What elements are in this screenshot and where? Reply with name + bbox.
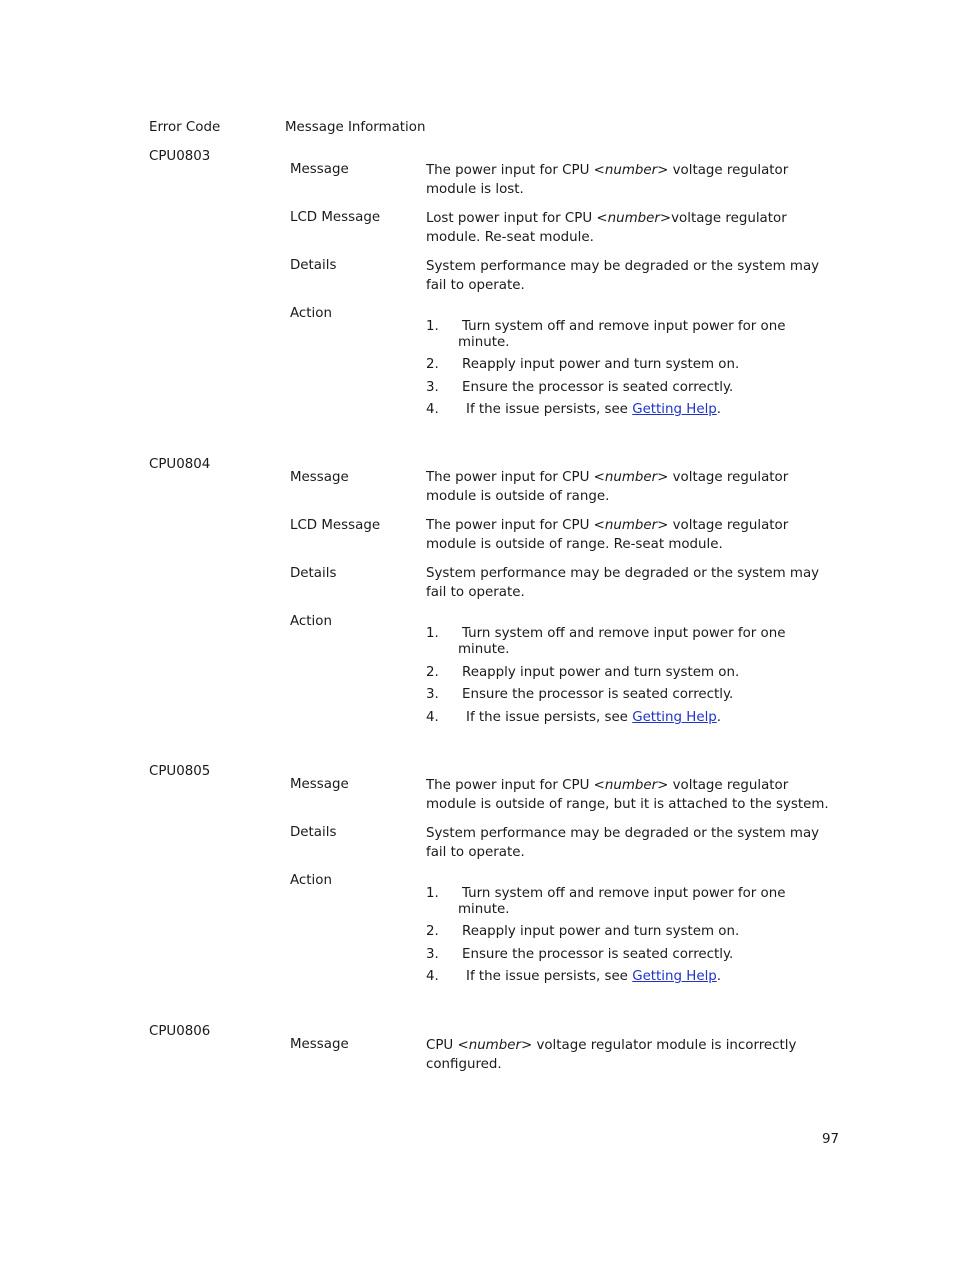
error-code: CPU0803 <box>149 149 211 164</box>
period: . <box>716 969 722 984</box>
lcd-text-pre: Lost power input for CPU < <box>426 211 608 226</box>
details-text <box>426 824 819 862</box>
message-variable: number <box>604 470 658 485</box>
step-text: Ensure the processor is seated correctly. <box>462 947 734 962</box>
step-text: Reapply input power and turn system on. <box>462 357 740 372</box>
message-text <box>426 468 788 506</box>
field-label-message: Message <box>290 162 349 177</box>
message-text-line2: module is outside of range. <box>426 489 610 504</box>
details-text <box>426 257 819 295</box>
field-label-lcd-message: LCD Message <box>290 210 381 225</box>
step-text-cont: minute. <box>458 642 510 657</box>
lcd-text-post: >voltage regulator <box>659 211 787 226</box>
field-label-message: Message <box>290 1037 349 1052</box>
details-line2: fail to operate. <box>426 585 525 600</box>
step-text: Reapply input power and turn system on. <box>462 924 740 939</box>
step-number: 4. <box>426 710 439 725</box>
message-text-pre: The power input for CPU < <box>426 470 605 485</box>
error-code: CPU0805 <box>149 764 211 779</box>
message-text-line2: configured. <box>426 1057 502 1072</box>
message-text-post: > voltage regulator <box>657 778 789 793</box>
step-text: Turn system off and remove input power for one <box>462 626 786 641</box>
message-variable: number <box>604 778 658 793</box>
step-number: 1. <box>426 319 439 334</box>
message-text-post: > voltage regulator <box>657 470 789 485</box>
field-label-message: Message <box>290 470 349 485</box>
period: . <box>716 710 722 725</box>
details-line2: fail to operate. <box>426 278 525 293</box>
step-text <box>466 402 721 418</box>
step-text: Ensure the processor is seated correctly. <box>462 687 734 702</box>
step-number: 2. <box>426 357 439 372</box>
message-text-line2: module is outside of range, but it is attached to the system. <box>426 797 829 812</box>
period: . <box>716 402 722 417</box>
lcd-text-post: > voltage regulator <box>657 518 789 533</box>
step-text: Ensure the processor is seated correctly. <box>462 380 734 395</box>
step-text: Reapply input power and turn system on. <box>462 665 740 680</box>
step-number: 3. <box>426 380 439 395</box>
error-code: CPU0806 <box>149 1024 211 1039</box>
step-number: 4. <box>426 969 439 984</box>
page-number: 97 <box>822 1132 840 1147</box>
lcd-variable: number <box>604 518 658 533</box>
message-text-pre: CPU < <box>426 1038 469 1053</box>
getting-help-link[interactable]: Getting Help <box>632 969 717 984</box>
message-variable: number <box>604 163 658 178</box>
field-label-message: Message <box>290 777 349 792</box>
step-text-cont: minute. <box>458 902 510 917</box>
details-text <box>426 564 819 602</box>
step-number: 3. <box>426 687 439 702</box>
message-text-pre: The power input for CPU < <box>426 163 605 178</box>
lcd-message-text <box>426 209 787 247</box>
details-line1: System performance may be degraded or the system may <box>426 826 820 841</box>
details-line2: fail to operate. <box>426 845 525 860</box>
message-variable: number <box>468 1038 521 1053</box>
step-text: Turn system off and remove input power for one <box>462 886 786 901</box>
message-text <box>426 776 829 814</box>
error-code: CPU0804 <box>149 457 211 472</box>
message-text-post: > voltage regulator module is incorrectly <box>520 1038 797 1053</box>
lcd-message-text <box>426 516 788 554</box>
details-line1: System performance may be degraded or the system may <box>426 259 820 274</box>
field-label-lcd-message: LCD Message <box>290 518 381 533</box>
getting-help-link[interactable]: Getting Help <box>632 710 717 725</box>
step-text <box>466 969 721 985</box>
field-label-details: Details <box>290 566 337 581</box>
lcd-text-line2: module. Re-seat module. <box>426 230 594 245</box>
field-label-details: Details <box>290 258 337 273</box>
step-text-lead: If the issue persists, see <box>466 969 633 984</box>
message-text-pre: The power input for CPU < <box>426 778 605 793</box>
step-number: 2. <box>426 665 439 680</box>
step-text <box>466 710 721 726</box>
step-text: Turn system off and remove input power for one <box>462 319 786 334</box>
step-number: 4. <box>426 402 439 417</box>
message-text <box>426 1036 796 1074</box>
step-number: 2. <box>426 924 439 939</box>
step-number: 1. <box>426 626 439 641</box>
details-line1: System performance may be degraded or the system may <box>426 566 820 581</box>
field-label-details: Details <box>290 825 337 840</box>
field-label-action: Action <box>290 873 332 888</box>
step-text-lead: If the issue persists, see <box>466 710 633 725</box>
getting-help-link[interactable]: Getting Help <box>632 402 717 417</box>
lcd-variable: number <box>607 211 660 226</box>
message-text <box>426 161 788 199</box>
column-header-error-code: Error Code <box>149 120 221 135</box>
message-text-line2: module is lost. <box>426 182 524 197</box>
step-number: 1. <box>426 886 439 901</box>
field-label-action: Action <box>290 614 332 629</box>
lcd-text-line2: module is outside of range. Re-seat module. <box>426 537 723 552</box>
step-text-lead: If the issue persists, see <box>466 402 633 417</box>
step-text-cont: minute. <box>458 335 510 350</box>
step-number: 3. <box>426 947 439 962</box>
message-text-post: > voltage regulator <box>657 163 789 178</box>
lcd-text-pre: The power input for CPU < <box>426 518 605 533</box>
column-header-message-information: Message Information <box>285 120 426 135</box>
field-label-action: Action <box>290 306 332 321</box>
